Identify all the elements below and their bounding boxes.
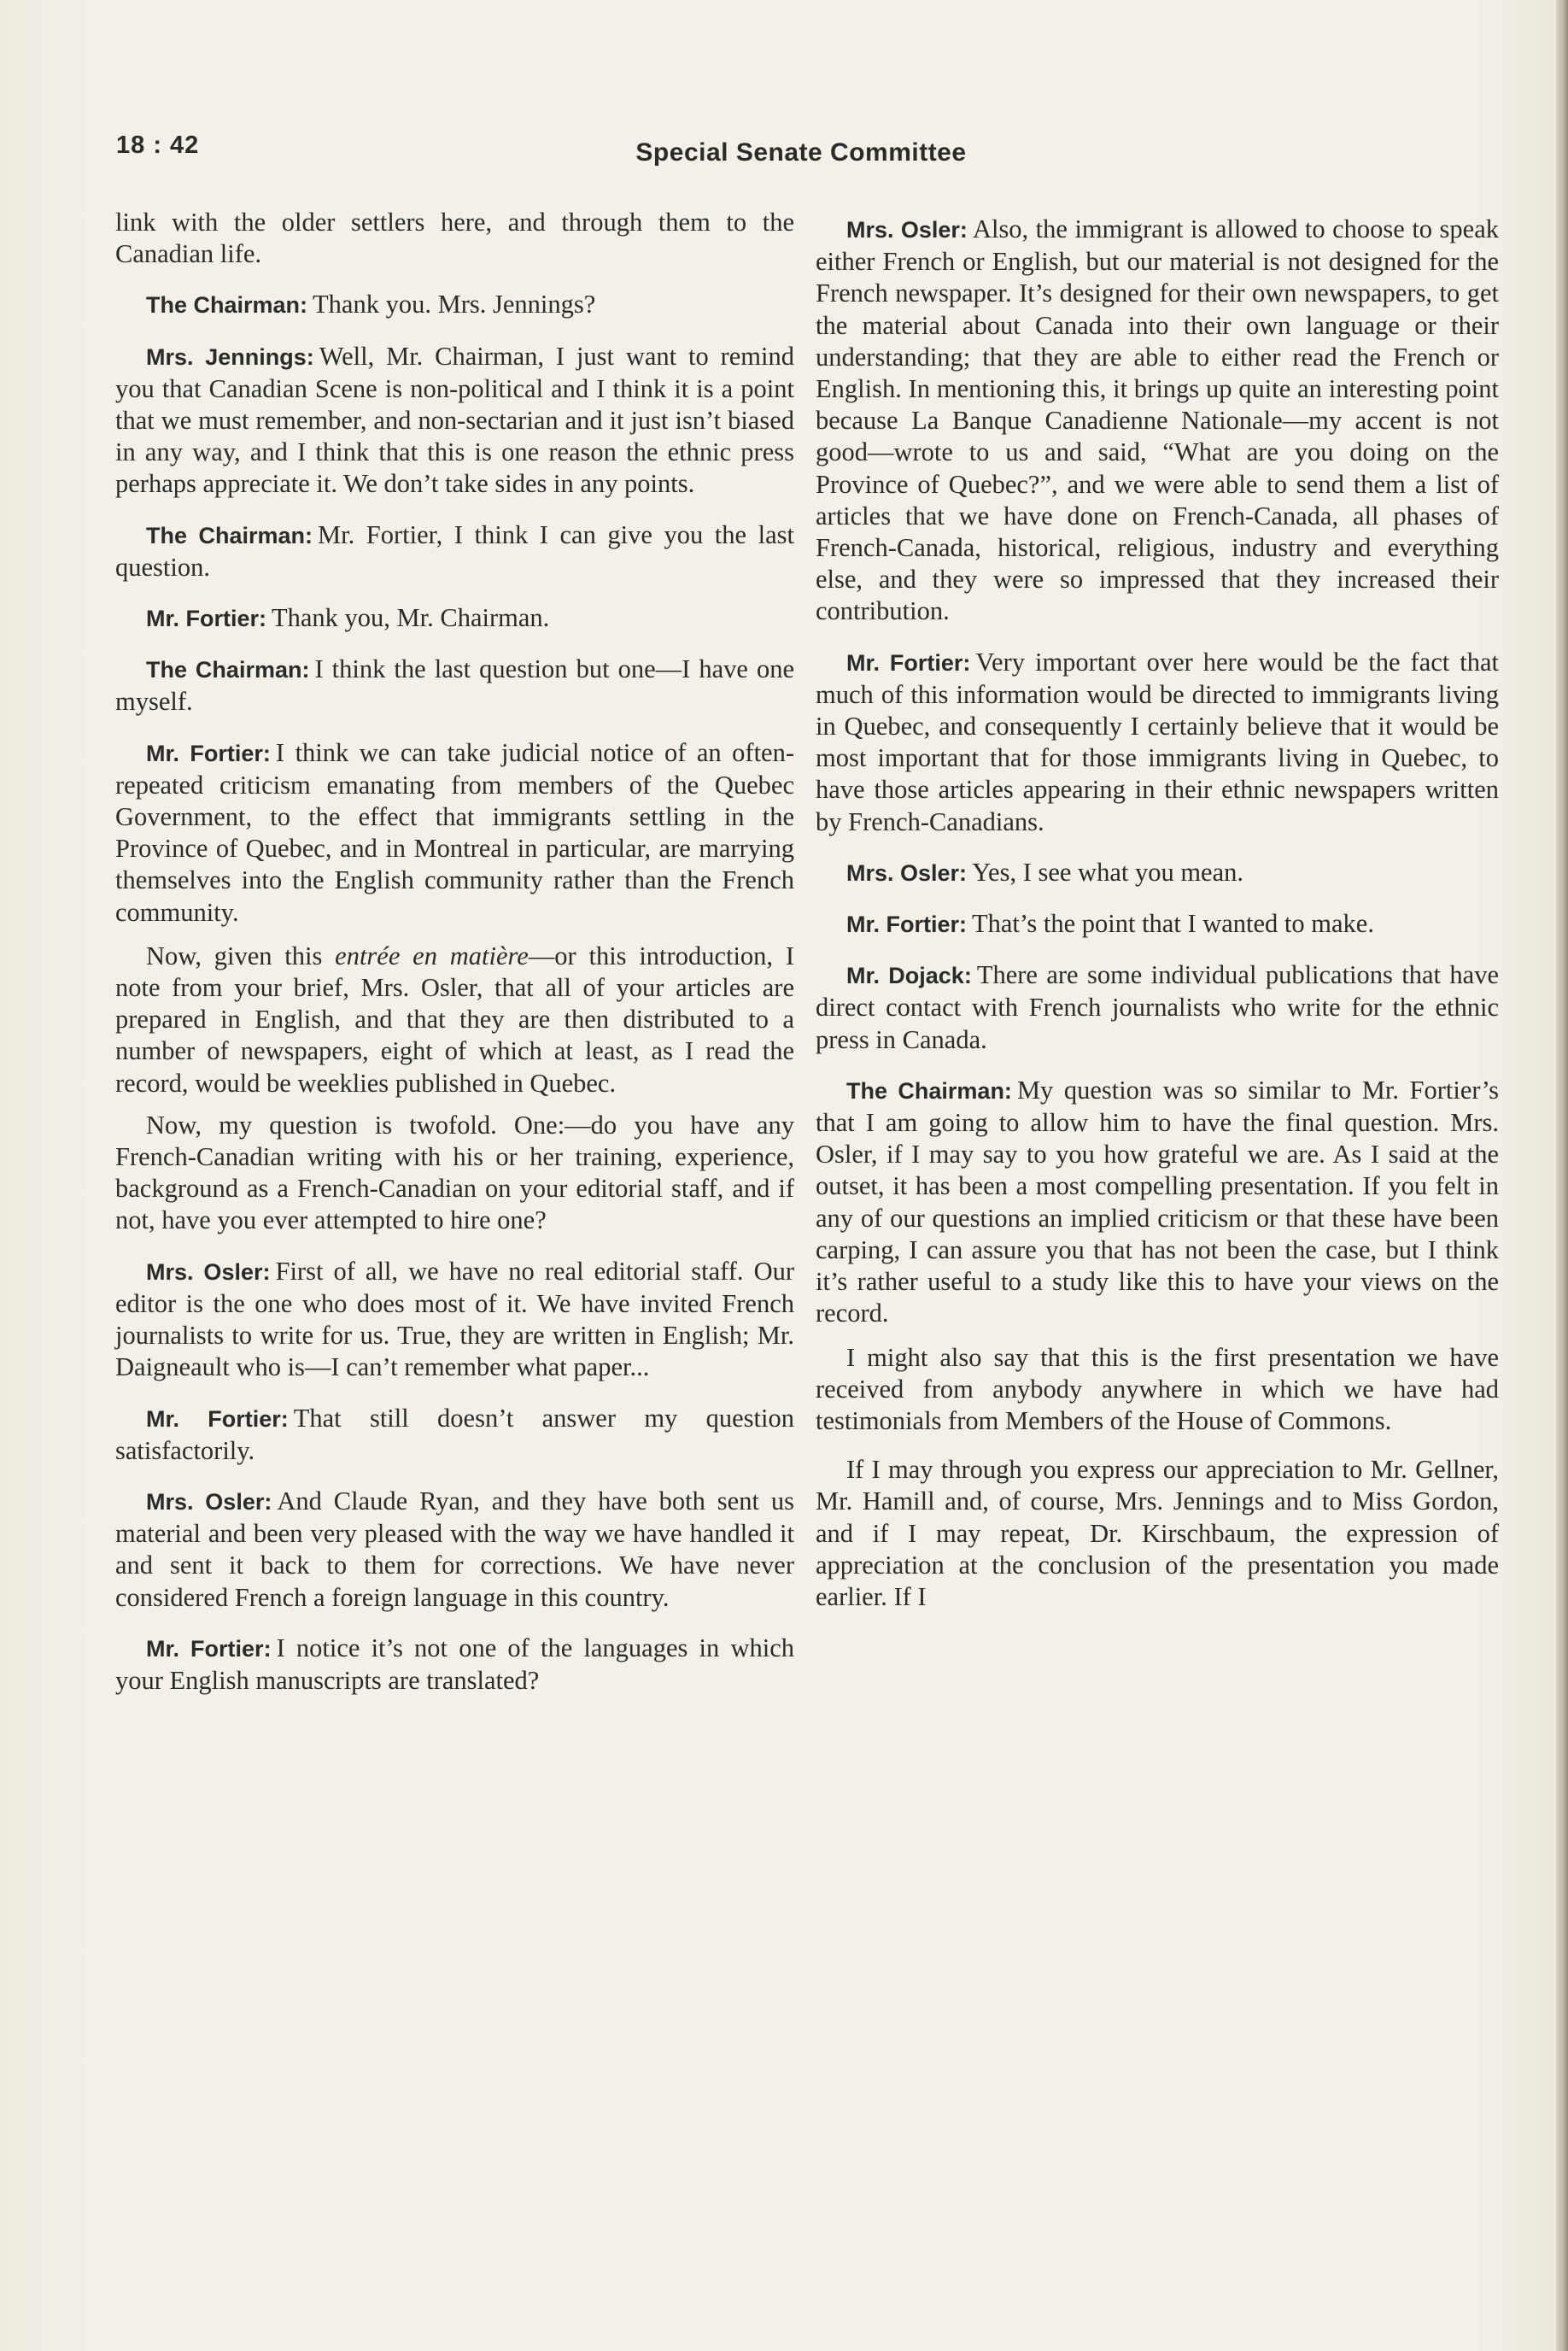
speaker-label: Mr. Fortier: (146, 606, 267, 632)
paragraph-text: Now, given this (146, 941, 336, 970)
italic-phrase: entrée en matière (335, 941, 529, 970)
page-folio: 18 : 42 (116, 132, 200, 159)
paragraph (115, 1633, 794, 1697)
speaker-label: Mrs. Osler: (146, 1488, 272, 1515)
paragraph (115, 519, 794, 583)
speaker-label: The Chairman: (846, 1077, 1012, 1104)
paragraph-text: There are some individual publications that have direct contact with French journalists who write for the ethnic press in Canada. (816, 960, 1500, 1054)
paragraph (816, 214, 1499, 628)
paragraph-text: Well, Mr. Chairman, I just want to remind you that Canadian Scene is non-political and I think it is a point that we must remember, and non-sectarian and it just isn’t biased in any way, and I think that this is one reason the ethnic press perhaps appreciate it. We don’t take sides in any points. (115, 341, 794, 499)
paragraph (115, 1403, 794, 1467)
paragraph-text: I think the last question but one—I have one myself. (115, 654, 795, 717)
paragraph (115, 1486, 794, 1614)
speaker-label: Mrs. Osler: (846, 859, 968, 886)
paragraph (816, 959, 1499, 1056)
paragraph-text: Very important over here would be the fact that much of this information would be directed to immigrants living in Quebec, and consequently I certainly believe that it would be most important that for those immigrants living in Quebec, to have those articles appearing in their ethnic newspapers written by French-Canadians. (816, 647, 1499, 836)
speaker-label: Mrs. Osler: (846, 217, 968, 243)
paragraph-text: And Claude Ryan, and they have both sent us material and been very pleased with the way we have handled it and sent it back to them for corrections. We have never considered French a foreign language in this country. (115, 1486, 794, 1612)
paragraph-text: Also, the immigrant is allowed to choose to speak either French or English, but our material is not designed for the French newspaper. It’s designed for their own newspapers, to get the material about Canada into their own language or their understanding; that they are able to either read the French or English. In mentioning this, it brings up quite an interesting point because La Banque Canadienne Nationale—my accent is not good—wrote to us and said, “What are you doing on the Province of Quebec?”, and we were able to send them a list of articles that we have done on French-Canada, all phases of French-Canada, historical, religious, industry and everything else, and they were so impressed that they increased their contribution. (816, 214, 1499, 626)
paragraph-text: Thank you, Mr. Chairman. (272, 603, 550, 633)
paragraph (115, 737, 794, 929)
paragraph-text: I notice it’s not one of the languages in which your English manuscripts are translated? (115, 1633, 794, 1695)
paragraph (115, 1256, 794, 1384)
paragraph-text: I think we can take judicial notice of an often-repeated criticism emanating from members of the Quebec Government, to the effect that immigrants settling in the Province of Quebec, and in Montreal in particular, are marrying themselves into the English community rather than the French community. (115, 737, 795, 927)
paragraph (816, 1075, 1499, 1330)
paragraph (115, 341, 794, 501)
paragraph-text: I might also say that this is the first presentation we have received from anybody anywhere in which we have had testimonials from Members of the House of Commons. (816, 1342, 1499, 1435)
speaker-label: The Chairman: (146, 522, 313, 548)
paragraph-text: That’s the point that I wanted to make. (972, 909, 1374, 939)
paragraph (816, 647, 1499, 838)
page-edge-shadow (1556, 0, 1568, 2351)
paragraph-text: Mr. Fortier, I think I can give you the last question. (115, 519, 794, 582)
paragraph-text: First of all, we have no real editorial staff. Our editor is the one who does most of it. We have invited French journalists to write for us. True, they are written in English; Mr. Daigneault who is—I can’t remember what paper... (115, 1256, 795, 1382)
paragraph-text: Thank you. Mrs. Jennings? (313, 290, 596, 320)
paragraph (115, 1110, 794, 1237)
paragraph (816, 908, 1499, 941)
paragraph-text: If I may through you express our appreciation to Mr. Gellner, Mr. Hamill and, of course, Mrs. Jennings and to Miss Gordon, and if I may repeat, Dr. Kirschbaum, the expression of appreciation at the conclusion of the presentation you made earlier. If I (816, 1455, 1499, 1611)
paragraph-text: link with the older settlers here, and through them to the Canadian life. (115, 208, 794, 269)
speaker-label: The Chairman: (146, 657, 310, 683)
running-title: Special Senate Committee (635, 138, 967, 167)
paragraph (115, 941, 794, 1099)
paragraph (816, 1342, 1499, 1438)
paragraph-text: —or this introduction, I note from your brief, Mrs. Osler, that all of your articles are prepared in English, and that they are then distributed to a number of newspapers, eight of which at least, as I read the record, would be weeklies published in Quebec. (115, 941, 794, 1098)
speaker-label: Mr. Fortier: (846, 912, 968, 938)
speaker-label: Mrs. Osler: (146, 1258, 271, 1285)
speaker-label: Mrs. Jennings: (146, 343, 314, 370)
paragraph (115, 602, 794, 635)
speaker-label: Mr. Fortier: (146, 1635, 272, 1662)
paragraph-text: That still doesn’t answer my question satisfactorily. (115, 1403, 794, 1465)
paragraph (115, 207, 794, 270)
speaker-label: Mr. Fortier: (146, 740, 271, 766)
speaker-label: The Chairman: (146, 292, 308, 319)
paragraph (816, 857, 1499, 889)
page-header (0, 128, 1568, 171)
right-column (816, 214, 1499, 1623)
paragraph (115, 654, 794, 718)
speaker-label: Mr. Dojack: (846, 963, 972, 989)
paragraph-text: Now, my question is twofold. One:—do you have any French-Canadian writing with his or her training, experience, background as a French-Canadian on your editorial staff, and if not, have you ever attempted to hire one? (115, 1110, 794, 1235)
speaker-label: Mr. Fortier: (146, 1405, 289, 1432)
paragraph-text: Yes, I see what you mean. (972, 857, 1244, 887)
paragraph (115, 289, 794, 321)
speaker-label: Mr. Fortier: (846, 649, 971, 676)
paragraph (816, 1454, 1499, 1613)
paragraph-text: My question was so similar to Mr. Fortier’s that I am going to allow him to have the final question. Mrs. Osler, if I may say to you how grateful we are. As I said at the outset, it has been a most compelling presentation. If you felt in any of our questions an implied criticism or that these have been carping, I can assure you that has not been the case, but I think it’s rather useful to a study like this to have your views on the record. (816, 1075, 1500, 1328)
left-column (115, 207, 794, 1715)
